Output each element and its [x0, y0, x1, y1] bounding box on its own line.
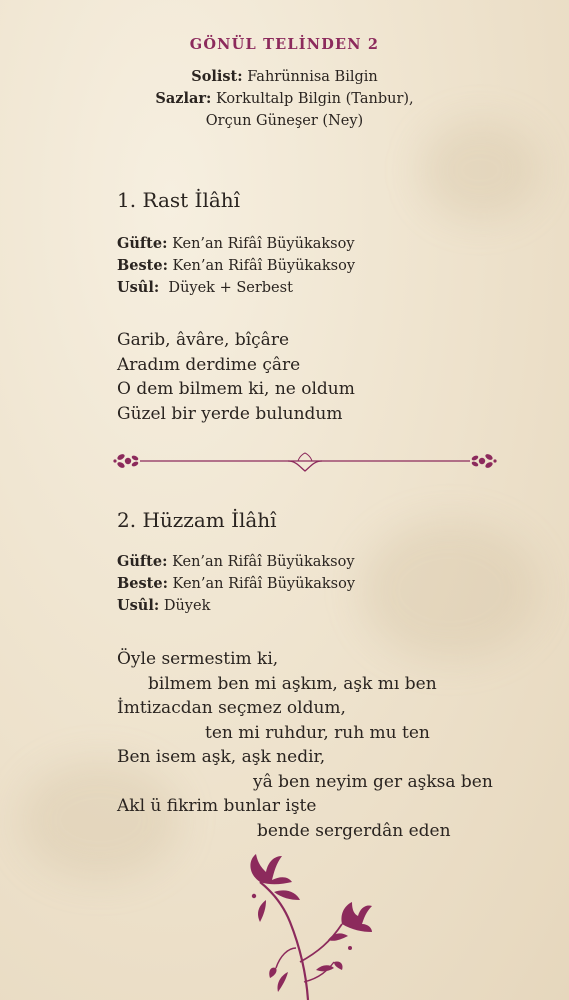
sazlar-value: Korkultalp Bilgin (Tanbur), — [215, 91, 414, 107]
lyric-line: yâ ben neyim ger aşksa ben — [253, 771, 493, 792]
gufte-label: Güfte: — [117, 235, 168, 252]
credits — [0, 66, 569, 132]
lyric-line: bende sergerdân eden — [257, 820, 451, 841]
lyric-line: Aradım derdime çâre — [117, 354, 301, 375]
lyric-line: Güzel bir yerde bulundum — [117, 403, 343, 424]
beste-value: Ken’an Rifâî Büyükaksoy — [172, 258, 356, 274]
gufte-value: Ken’an Rifâî Büyükaksoy — [172, 554, 355, 570]
sazlar-label: Sazlar: — [155, 90, 212, 107]
song-1-lyrics — [117, 328, 355, 426]
song-2-beste — [117, 573, 355, 595]
floral-divider-icon — [110, 447, 500, 475]
sazlar-line — [0, 88, 569, 110]
lyric-line: O dem bilmem ki, ne oldum — [117, 379, 355, 399]
floral-ornament-icon — [230, 852, 380, 1000]
gufte-label: Güfte: — [117, 553, 168, 570]
lyric-line: Ben isem aşk, aşk nedir, — [117, 747, 326, 767]
beste-value: Ken’an Rifâî Büyükaksoy — [172, 576, 356, 592]
song-2-lyrics — [117, 647, 493, 843]
solist-label: Solist: — [191, 68, 243, 85]
song-1-meta — [117, 233, 355, 299]
song-2-usul — [117, 595, 355, 617]
lyric-line: bilmem ben mi aşkım, aşk mı ben — [148, 673, 437, 694]
song-1-usul — [117, 277, 355, 299]
song-2-gufte — [117, 551, 355, 573]
lyric-line: Akl ü fikrim bunlar işte — [117, 796, 317, 816]
lyric-line: Öyle sermestim ki, — [117, 649, 279, 669]
gufte-value: Ken’an Rifâî Büyükaksoy — [172, 236, 355, 252]
solist-line — [0, 66, 569, 88]
beste-label: Beste: — [117, 575, 168, 592]
lyric-line: ten mi ruhdur, ruh mu ten — [205, 722, 430, 743]
usul-label: Usûl: — [117, 279, 160, 296]
song-2-title: 2. Hüzzam İlâhî — [117, 508, 277, 532]
sazlar-line-2: Orçun Güneşer (Ney) — [205, 113, 364, 129]
solist-value: Fahrünnisa Bilgin — [247, 69, 378, 85]
beste-label: Beste: — [117, 257, 168, 274]
song-1-title: 1. Rast İlâhî — [117, 188, 241, 212]
song-1-gufte — [117, 233, 355, 255]
usul-label: Usûl: — [117, 597, 160, 614]
usul-value: Düyek + Serbest — [163, 280, 293, 296]
song-2-meta — [117, 551, 355, 617]
album-title: GÖNÜL TELİNDEN 2 — [189, 36, 380, 53]
usul-value: Düyek — [163, 598, 211, 614]
lyric-line: İmtizacdan seçmez oldum, — [117, 698, 346, 718]
song-1-beste — [117, 255, 355, 277]
lyric-line: Garib, âvâre, bîçâre — [117, 330, 290, 350]
